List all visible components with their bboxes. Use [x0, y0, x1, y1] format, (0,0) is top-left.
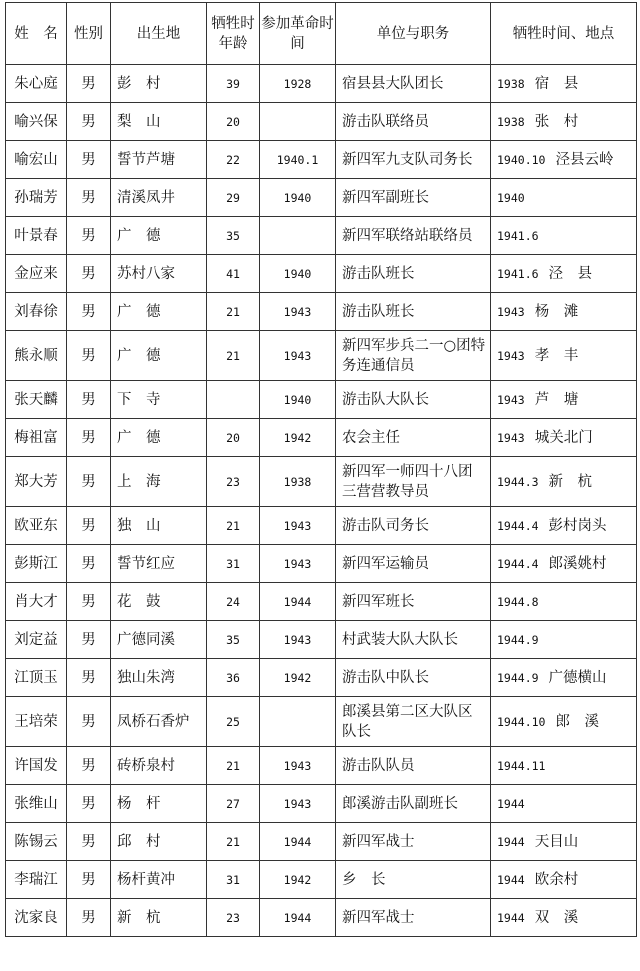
sex-cell: 男: [67, 255, 111, 293]
death-date: 1944.4: [497, 556, 539, 571]
table-row: [6, 785, 637, 823]
join-year-cell: 1943: [260, 507, 336, 545]
death-date: 1943: [497, 304, 525, 319]
join-year-cell: 1928: [260, 65, 336, 103]
name-cell: 喻宏山: [6, 141, 67, 179]
header-birthplace: 出生地: [111, 3, 207, 65]
sex-cell: 男: [67, 103, 111, 141]
name-cell: 江顶玉: [6, 659, 67, 697]
birthplace-cell: 清溪凤井: [111, 179, 207, 217]
join-year-cell: 1940: [260, 255, 336, 293]
birthplace-cell: 凤桥石香炉: [111, 697, 207, 747]
death-location: 城关北门: [534, 429, 593, 446]
age-cell: 21: [207, 747, 260, 785]
age-cell: 21: [207, 507, 260, 545]
age-cell: 21: [207, 331, 260, 381]
join-year-cell: 1940: [260, 381, 336, 419]
sex-cell: 男: [67, 785, 111, 823]
join-year-cell: 1942: [260, 861, 336, 899]
death-date: 1944.9: [497, 632, 539, 647]
join-year-cell: 1938: [260, 457, 336, 507]
death-date: 1938: [497, 76, 525, 91]
table-row: [6, 255, 637, 293]
join-year-cell: 1943: [260, 545, 336, 583]
age-cell: 20: [207, 419, 260, 457]
death-time-place-cell: [491, 659, 637, 697]
table-row: [6, 179, 637, 217]
birthplace-cell: 新 杭: [111, 899, 207, 937]
birthplace-cell: 邱 村: [111, 823, 207, 861]
table-row: [6, 659, 637, 697]
join-year-cell: [260, 103, 336, 141]
table-row: [6, 823, 637, 861]
death-time-place-cell: [491, 861, 637, 899]
birthplace-cell: 花 鼓: [111, 583, 207, 621]
age-cell: 24: [207, 583, 260, 621]
birthplace-cell: 广德同溪: [111, 621, 207, 659]
death-time-place-cell: [491, 621, 637, 659]
birthplace-cell: 独 山: [111, 507, 207, 545]
join-year-cell: 1944: [260, 899, 336, 937]
table-row: [6, 457, 637, 507]
header-sex: 性别: [67, 3, 111, 65]
birthplace-cell: 广 德: [111, 331, 207, 381]
table-row: [6, 747, 637, 785]
death-time-place-cell: [491, 293, 637, 331]
birthplace-cell: 彭 村: [111, 65, 207, 103]
age-cell: [207, 381, 260, 419]
name-cell: 刘定益: [6, 621, 67, 659]
sex-cell: 男: [67, 621, 111, 659]
name-cell: 朱心庭: [6, 65, 67, 103]
table-row: [6, 103, 637, 141]
birthplace-cell: 下 寺: [111, 381, 207, 419]
table-row: [6, 861, 637, 899]
birthplace-cell: 广 德: [111, 293, 207, 331]
death-date: 1944.4: [497, 518, 539, 533]
unit-cell: 郎溪游击队副班长: [336, 785, 491, 823]
sex-cell: 男: [67, 697, 111, 747]
death-location: 郎溪姚村: [548, 555, 607, 572]
join-year-cell: 1943: [260, 331, 336, 381]
join-year-cell: 1944: [260, 823, 336, 861]
death-date: 1944.9: [497, 670, 539, 685]
name-cell: 张天麟: [6, 381, 67, 419]
sex-cell: 男: [67, 293, 111, 331]
death-location: 泾 县: [548, 265, 593, 282]
death-date: 1944: [497, 910, 525, 925]
birthplace-cell: 誓节芦塘: [111, 141, 207, 179]
unit-cell: 游击队联络员: [336, 103, 491, 141]
birthplace-cell: 广 德: [111, 419, 207, 457]
death-date: 1943: [497, 430, 525, 445]
age-cell: 35: [207, 621, 260, 659]
death-location: 郎 溪: [555, 713, 599, 730]
sex-cell: 男: [67, 861, 111, 899]
death-time-place-cell: [491, 583, 637, 621]
death-date: 1943: [497, 392, 525, 407]
age-cell: 21: [207, 823, 260, 861]
table-row: [6, 507, 637, 545]
unit-cell: 新四军九支队司务长: [336, 141, 491, 179]
birthplace-cell: 砖桥泉村: [111, 747, 207, 785]
death-time-place-cell: [491, 785, 637, 823]
death-time-place-cell: [491, 823, 637, 861]
unit-cell: 新四军联络站联络员: [336, 217, 491, 255]
age-cell: 22: [207, 141, 260, 179]
join-year-cell: 1943: [260, 621, 336, 659]
death-location: 泾县云岭: [555, 151, 614, 168]
name-cell: 熊永顺: [6, 331, 67, 381]
join-year-cell: 1940.1: [260, 141, 336, 179]
age-cell: 23: [207, 457, 260, 507]
sex-cell: 男: [67, 583, 111, 621]
age-cell: 20: [207, 103, 260, 141]
birthplace-cell: 上 海: [111, 457, 207, 507]
unit-cell: 游击队队员: [336, 747, 491, 785]
name-cell: 金应来: [6, 255, 67, 293]
death-date: 1944.11: [497, 758, 546, 773]
unit-cell: 乡 长: [336, 861, 491, 899]
death-date: 1944: [497, 872, 525, 887]
name-cell: 许国发: [6, 747, 67, 785]
join-year-cell: [260, 697, 336, 747]
table-row: [6, 65, 637, 103]
join-year-cell: 1942: [260, 659, 336, 697]
unit-cell: 农会主任: [336, 419, 491, 457]
death-location: 杨 滩: [534, 303, 579, 320]
sex-cell: 男: [67, 659, 111, 697]
death-time-place-cell: [491, 103, 637, 141]
name-cell: 梅祖富: [6, 419, 67, 457]
unit-cell: 新四军运输员: [336, 545, 491, 583]
table-header: [6, 3, 637, 65]
table-row: [6, 545, 637, 583]
unit-cell: 游击队司务长: [336, 507, 491, 545]
header-death-place: 牺牲时间、地点: [491, 3, 637, 65]
table-row: [6, 583, 637, 621]
table-row: [6, 141, 637, 179]
age-cell: 41: [207, 255, 260, 293]
unit-cell: 游击队大队长: [336, 381, 491, 419]
table-row: [6, 621, 637, 659]
join-year-cell: 1940: [260, 179, 336, 217]
death-time-place-cell: [491, 217, 637, 255]
death-time-place-cell: [491, 419, 637, 457]
unit-cell: 村武装大队大队长: [336, 621, 491, 659]
name-cell: 叶景春: [6, 217, 67, 255]
martyrs-table: [5, 2, 637, 937]
death-time-place-cell: [491, 179, 637, 217]
sex-cell: 男: [67, 65, 111, 103]
sex-cell: 男: [67, 747, 111, 785]
header-unit: 单位与职务: [336, 3, 491, 65]
age-cell: 39: [207, 65, 260, 103]
death-date: 1944: [497, 834, 525, 849]
sex-cell: 男: [67, 545, 111, 583]
table-row: [6, 331, 637, 381]
death-location: 彭村岗头: [548, 517, 607, 534]
death-date: 1940: [497, 190, 525, 205]
death-location: 双 溪: [534, 909, 579, 926]
death-time-place-cell: [491, 141, 637, 179]
table-row: [6, 899, 637, 937]
unit-cell: 新四军步兵二一○团特务连通信员: [336, 331, 491, 381]
unit-cell: 郎溪县第二区大队区队长: [336, 697, 491, 747]
name-cell: 肖大才: [6, 583, 67, 621]
unit-cell: 游击队班长: [336, 255, 491, 293]
death-time-place-cell: [491, 331, 637, 381]
age-cell: 29: [207, 179, 260, 217]
name-cell: 王培荣: [6, 697, 67, 747]
death-time-place-cell: [491, 747, 637, 785]
unit-cell: 游击队班长: [336, 293, 491, 331]
death-location: 张 村: [534, 113, 579, 130]
header-join-year: 参加革命时间: [260, 3, 336, 65]
birthplace-cell: 苏村八家: [111, 255, 207, 293]
death-time-place-cell: [491, 899, 637, 937]
age-cell: 31: [207, 861, 260, 899]
name-cell: 刘春徐: [6, 293, 67, 331]
join-year-cell: 1943: [260, 747, 336, 785]
join-year-cell: 1942: [260, 419, 336, 457]
header-age: 牺牲时年龄: [207, 3, 260, 65]
death-date: 1941.6: [497, 228, 539, 243]
join-year-cell: 1943: [260, 293, 336, 331]
death-date: 1943: [497, 348, 525, 363]
name-cell: 张维山: [6, 785, 67, 823]
birthplace-cell: 独山朱湾: [111, 659, 207, 697]
birthplace-cell: 杨杆黄冲: [111, 861, 207, 899]
death-location: 天目山: [534, 833, 579, 850]
birthplace-cell: 誓节红应: [111, 545, 207, 583]
death-date: 1944.8: [497, 594, 539, 609]
unit-cell: 新四军战士: [336, 899, 491, 937]
death-time-place-cell: [491, 65, 637, 103]
name-cell: 李瑞江: [6, 861, 67, 899]
death-time-place-cell: [491, 381, 637, 419]
death-date: 1944.10: [497, 714, 546, 729]
sex-cell: 男: [67, 507, 111, 545]
age-cell: 36: [207, 659, 260, 697]
death-location: 新 杭: [548, 473, 593, 490]
sex-cell: 男: [67, 899, 111, 937]
name-cell: 欧亚东: [6, 507, 67, 545]
age-cell: 25: [207, 697, 260, 747]
sex-cell: 男: [67, 331, 111, 381]
table-row: [6, 381, 637, 419]
join-year-cell: 1944: [260, 583, 336, 621]
death-date: 1941.6: [497, 266, 539, 281]
table-row: [6, 419, 637, 457]
unit-cell: 宿县县大队团长: [336, 65, 491, 103]
name-cell: 郑大芳: [6, 457, 67, 507]
age-cell: 31: [207, 545, 260, 583]
table-row: [6, 293, 637, 331]
death-date: 1944: [497, 796, 525, 811]
death-time-place-cell: [491, 507, 637, 545]
age-cell: 23: [207, 899, 260, 937]
death-location: 孝 丰: [534, 347, 579, 364]
sex-cell: 男: [67, 381, 111, 419]
name-cell: 陈锡云: [6, 823, 67, 861]
sex-cell: 男: [67, 457, 111, 507]
death-location: 芦 塘: [534, 391, 579, 408]
death-time-place-cell: [491, 457, 637, 507]
age-cell: 21: [207, 293, 260, 331]
join-year-cell: 1943: [260, 785, 336, 823]
table-body: [6, 65, 637, 937]
unit-cell: 新四军战士: [336, 823, 491, 861]
birthplace-cell: 广 德: [111, 217, 207, 255]
name-cell: 沈家良: [6, 899, 67, 937]
unit-cell: 新四军班长: [336, 583, 491, 621]
sex-cell: 男: [67, 823, 111, 861]
birthplace-cell: 梨 山: [111, 103, 207, 141]
age-cell: 35: [207, 217, 260, 255]
name-cell: 彭斯江: [6, 545, 67, 583]
sex-cell: 男: [67, 179, 111, 217]
unit-cell: 新四军副班长: [336, 179, 491, 217]
death-location: 宿 县: [534, 75, 579, 92]
table-row: [6, 697, 637, 747]
death-time-place-cell: [491, 697, 637, 747]
death-location: 广德横山: [548, 669, 607, 686]
death-time-place-cell: [491, 545, 637, 583]
name-cell: 孙瑞芳: [6, 179, 67, 217]
death-time-place-cell: [491, 255, 637, 293]
death-location: 欧余村: [534, 871, 579, 888]
sex-cell: 男: [67, 141, 111, 179]
sex-cell: 男: [67, 217, 111, 255]
unit-cell: 游击队中队长: [336, 659, 491, 697]
header-name: 姓 名: [6, 3, 67, 65]
death-date: 1944.3: [497, 474, 539, 489]
death-date: 1940.10: [497, 152, 546, 167]
join-year-cell: [260, 217, 336, 255]
age-cell: 27: [207, 785, 260, 823]
birthplace-cell: 杨 杆: [111, 785, 207, 823]
death-date: 1938: [497, 114, 525, 129]
table-row: [6, 217, 637, 255]
name-cell: 喻兴保: [6, 103, 67, 141]
sex-cell: 男: [67, 419, 111, 457]
unit-cell: 新四军一师四十八团三营营教导员: [336, 457, 491, 507]
